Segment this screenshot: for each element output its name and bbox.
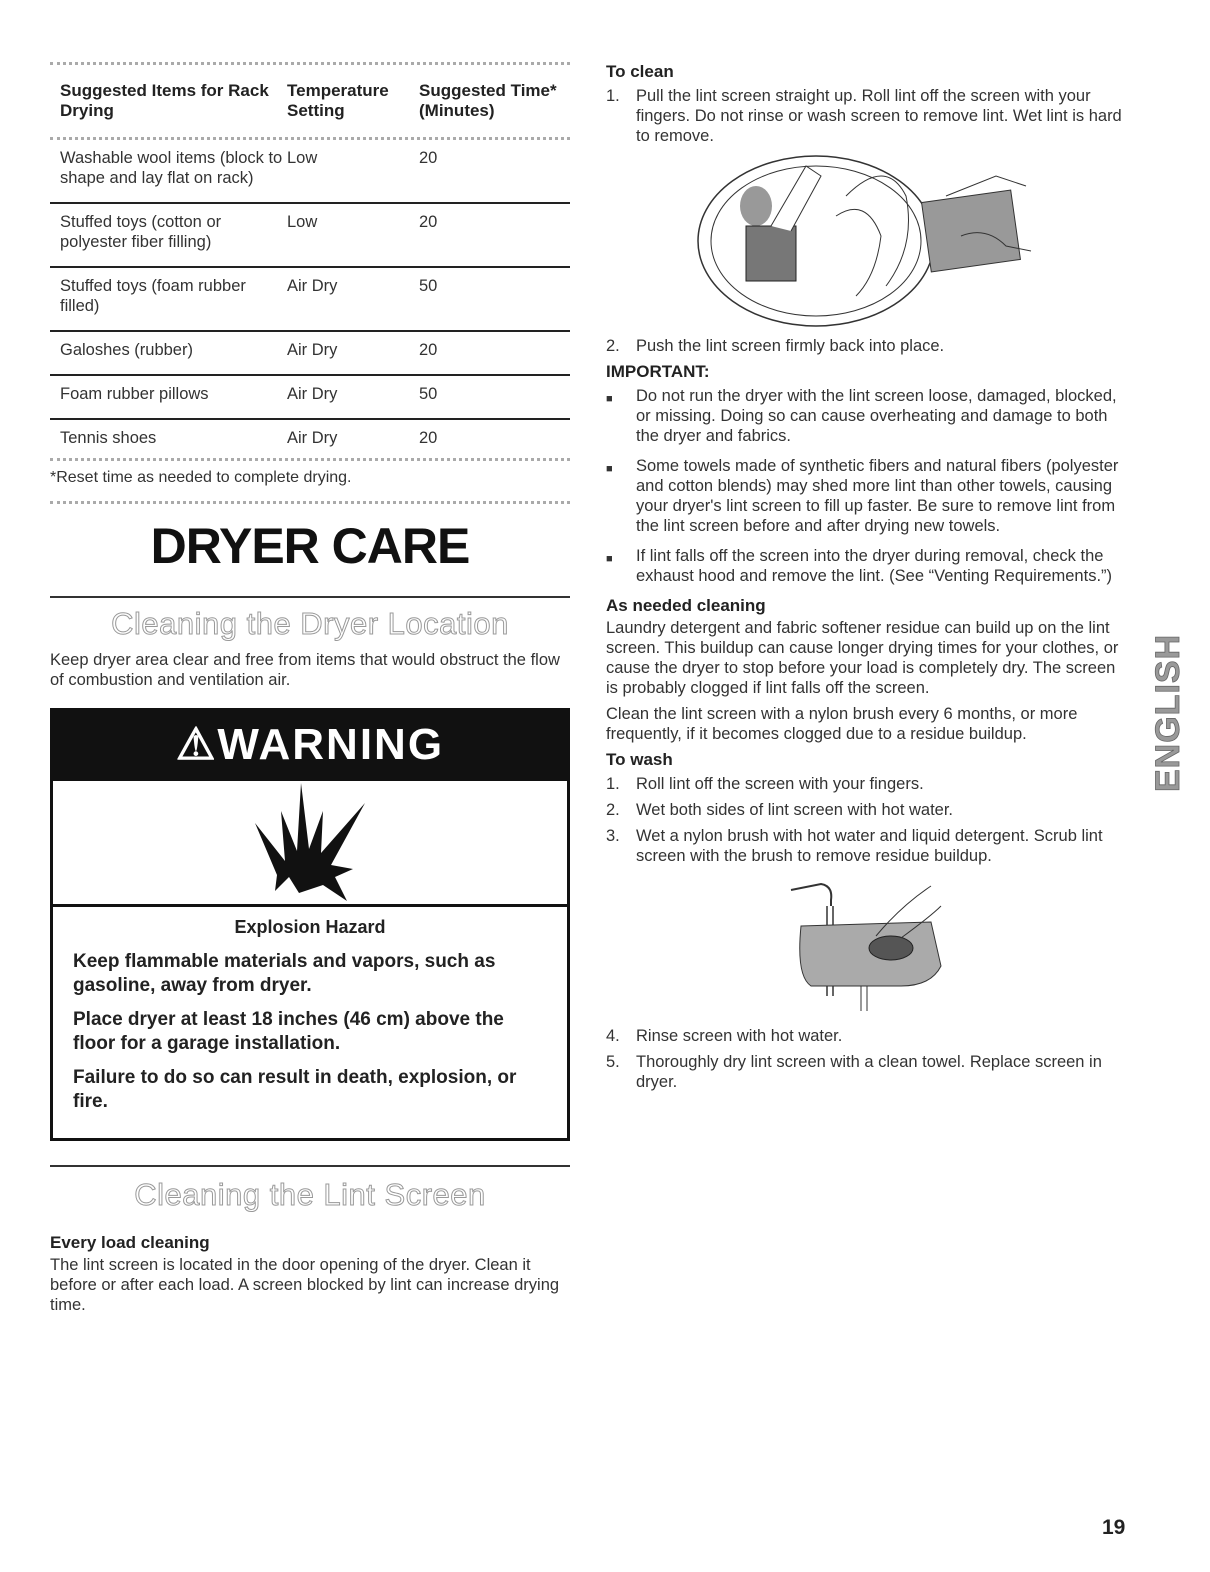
bullet-text: Some towels made of synthetic fibers and natural fibers (polyester and cotton blends) may shed more lint than other towels, causing your dryer's lint screen to fill up faster. Be sure to remove lint from the lint screen before and after drying new towels. (636, 457, 1119, 535)
bullet-text: Do not run the dryer with the lint screen loose, damaged, blocked, or missing. Doing so can cause overheating and damage to both the dryer and fabrics. (636, 387, 1117, 445)
dryer-lint-screen-icon (696, 156, 1036, 326)
header-items: Suggested Items for Rack Drying (60, 81, 269, 120)
language-tab-text: ENGLISH (1149, 633, 1187, 792)
lint-section-title: Cleaning the Lint Screen (134, 1177, 486, 1212)
row-temp: Air Dry (287, 277, 338, 295)
every-load-text: The lint screen is located in the door opening of the dryer. Clean it before or after each load. A screen blocked by lint can increase drying time. (50, 1256, 560, 1314)
warning-triangle-icon: ⚠ (175, 720, 218, 769)
as-needed-heading: As needed cleaning (606, 596, 766, 615)
language-tab-label (1149, 566, 1187, 794)
list-item (606, 774, 1126, 794)
left-column (50, 62, 570, 1315)
step-number: 1. (606, 87, 620, 105)
warning-label: WARNING (217, 720, 445, 769)
row-item: Galoshes (rubber) (60, 341, 193, 359)
header-time: Suggested Time* (Minutes) (419, 81, 557, 120)
right-column (606, 62, 1126, 1098)
list-item (606, 800, 1126, 820)
explosion-icon (235, 781, 385, 905)
as-needed-text: Laundry detergent and fabric softener residue can build up on the lint screen. This buildup can cause longer drying times for your clothes, or cause the dryer to stop before your load is completely dry. The screen is probably clogged if lint falls off the screen. (606, 619, 1119, 697)
row-temp: Air Dry (287, 385, 338, 403)
list-item (606, 336, 1126, 356)
faucet-brush-screen-icon (781, 876, 951, 1016)
every-load-heading: Every load cleaning (50, 1233, 210, 1252)
bullet-text: If lint falls off the screen into the dryer during removal, check the exhaust hood and remove the lint. (See “Venting Requirements.”) (636, 547, 1113, 585)
step-number: 2. (606, 801, 620, 819)
important-heading: IMPORTANT: (606, 362, 710, 381)
footnote-rule (50, 501, 570, 504)
language-tab (1149, 566, 1187, 794)
table-footnote: *Reset time as needed to complete drying. (50, 469, 352, 486)
bullet-square-icon: ■ (606, 463, 613, 475)
row-item: Stuffed toys (cotton or polyester fiber filling) (60, 213, 222, 251)
row-item: Foam rubber pillows (60, 385, 209, 403)
lint-wash-illustration (606, 876, 1126, 1016)
step-text: Push the lint screen firmly back into place. (636, 337, 945, 355)
step-number: 2. (606, 337, 620, 355)
row-time: 20 (419, 213, 438, 231)
table-row (50, 204, 570, 268)
row-item: Washable wool items (block to shape and lay flat on rack) (60, 149, 283, 187)
to-wash-heading: To wash (606, 750, 673, 769)
row-item: Tennis shoes (60, 429, 157, 447)
warning-line: Failure to do so can result in death, explosion, or fire. (73, 1067, 517, 1112)
step-text: Thoroughly dry lint screen with a clean towel. Replace screen in dryer. (636, 1053, 1102, 1091)
table-row (50, 140, 570, 204)
table-row (50, 376, 570, 420)
step-text: Wet both sides of lint screen with hot water. (636, 801, 954, 819)
step-text: Roll lint off the screen with your fingers. (636, 775, 924, 793)
location-text: Keep dryer area clear and free from items that would obstruct the flow of combustion and ventilation air. (50, 651, 560, 689)
list-item (606, 826, 1126, 866)
as-needed-text: Clean the lint screen with a nylon brush every 6 months, or more frequently, if it becomes clogged due to a residue buildup. (606, 705, 1078, 743)
step-text: Pull the lint screen straight up. Roll lint off the screen with your fingers. Do not rinse or wash screen to remove lint. Wet lint is hard to remove. (636, 87, 1122, 145)
bullet-square-icon: ■ (606, 553, 613, 565)
location-section-title: Cleaning the Dryer Location (111, 606, 509, 641)
warning-box (50, 708, 570, 1141)
list-item (606, 1052, 1126, 1092)
page-number: 19 (1102, 1516, 1126, 1539)
table-row (50, 420, 570, 458)
warning-body (53, 907, 567, 1138)
lint-removal-illustration (606, 156, 1126, 326)
step-number: 3. (606, 827, 620, 845)
row-temp: Air Dry (287, 341, 338, 359)
table-body (50, 140, 570, 458)
list-item (606, 1026, 1126, 1046)
row-temp: Air Dry (287, 429, 338, 447)
row-temp: Low (287, 213, 318, 231)
row-time: 20 (419, 149, 438, 167)
row-time: 20 (419, 341, 438, 359)
warning-header (53, 711, 567, 781)
step-number: 1. (606, 775, 620, 793)
step-number: 5. (606, 1053, 620, 1071)
list-item (606, 456, 1126, 536)
row-time: 20 (419, 429, 438, 447)
list-item (606, 386, 1126, 446)
row-time: 50 (419, 385, 438, 403)
dryer-care-title: DRYER CARE (150, 518, 470, 574)
step-text: Wet a nylon brush with hot water and liquid detergent. Scrub lint screen with the brush to remove residue buildup. (636, 827, 1103, 865)
table-row (50, 268, 570, 332)
warning-line: Keep flammable materials and vapors, such as gasoline, away from dryer. (73, 951, 496, 996)
step-number: 4. (606, 1027, 620, 1045)
to-clean-heading: To clean (606, 62, 674, 81)
table-row (50, 332, 570, 376)
warning-line: Place dryer at least 18 inches (46 cm) above the floor for a garage installation. (73, 1009, 504, 1054)
list-item (606, 86, 1126, 146)
hazard-title: Explosion Hazard (234, 917, 386, 937)
row-item: Stuffed toys (foam rubber filled) (60, 277, 246, 315)
bullet-square-icon: ■ (606, 393, 613, 405)
row-temp: Low (287, 149, 318, 167)
explosion-icon-area (53, 781, 567, 907)
table-header (50, 65, 570, 137)
list-item (606, 546, 1126, 586)
header-temperature: Temperature Setting (287, 81, 389, 120)
step-text: Rinse screen with hot water. (636, 1027, 843, 1045)
row-time: 50 (419, 277, 438, 295)
